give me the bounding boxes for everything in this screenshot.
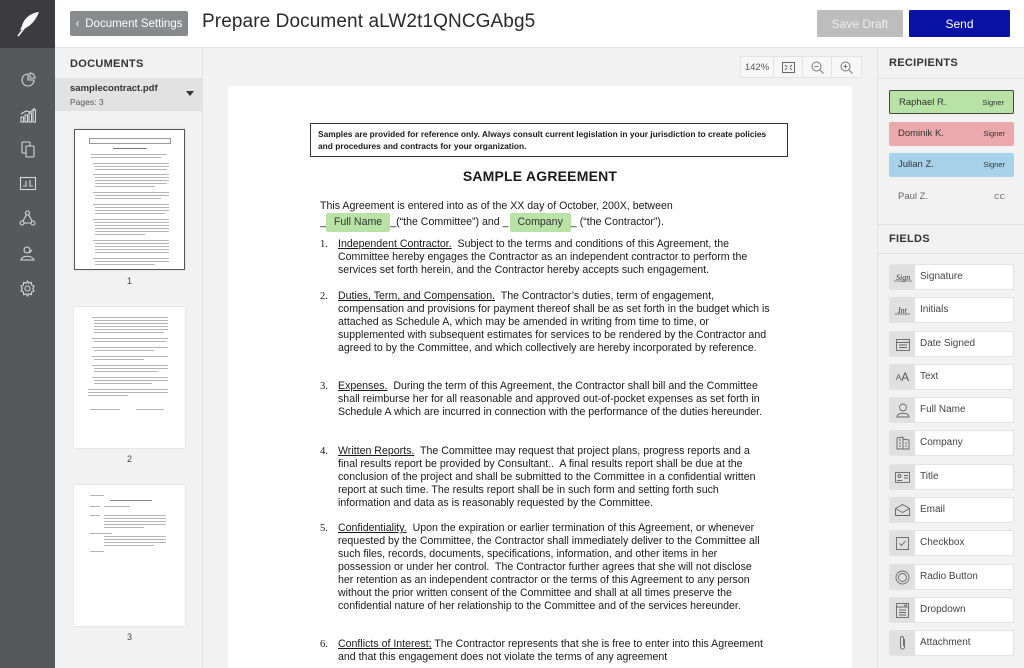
zoom-level: 142% [741, 57, 774, 77]
field-initials[interactable] [889, 297, 1014, 323]
clause-6 [320, 638, 770, 664]
intro-line: This Agreement is entered into as of the XX day of October, 200X, between [320, 200, 673, 212]
clause-heading: Confidentiality. [338, 522, 407, 534]
recipient-raphael[interactable] [889, 90, 1014, 114]
clause-text: The Contractor represents that she is free to enter into this Agreement and that this engagement does not violate the terms of any agreement [338, 638, 766, 663]
placed-field-company[interactable]: Company [510, 213, 571, 232]
envelope-icon [890, 498, 915, 522]
back-button-label: Document Settings [85, 17, 183, 30]
dropdown-icon [890, 598, 915, 622]
recipient-role: Signer [982, 98, 1004, 107]
signature-icon [890, 265, 915, 289]
page-thumbnail-2[interactable] [74, 307, 185, 448]
svg-text:Int: Int [897, 306, 907, 315]
paperclip-icon [890, 631, 915, 655]
fit-page-icon [782, 62, 795, 73]
dashboard-icon[interactable] [0, 63, 55, 97]
blank-underscore: _ [320, 216, 326, 228]
field-label: Signature [920, 271, 963, 282]
thumbnail-page-number: 1 [126, 276, 132, 286]
clause-number: 5. [320, 523, 328, 534]
field-radio-button[interactable] [889, 564, 1014, 590]
field-label: Email [920, 504, 946, 515]
thumbnail-page-number: 2 [126, 454, 132, 464]
clause-text: Subject to the terms and conditions of this Agreement, the Committee hereby engages the Contractor as an independent contractor to perform the services set forth herein, and the Contractor hereby accepts such engagement. [338, 238, 751, 276]
field-title[interactable] [889, 464, 1014, 490]
field-label: Text [920, 371, 939, 382]
document-settings-back-button[interactable] [70, 11, 188, 36]
documents-icon[interactable] [0, 132, 55, 166]
document-item[interactable] [55, 78, 202, 111]
clause-heading: Conflicts of Interest; [338, 638, 432, 650]
divider [878, 224, 1024, 225]
zoom-in-button[interactable] [832, 57, 861, 77]
field-label: Radio Button [920, 571, 978, 582]
clause-number: 6. [320, 639, 328, 650]
contacts-icon[interactable] [0, 236, 55, 270]
field-company[interactable] [889, 430, 1014, 456]
clause-number: 4. [320, 446, 328, 457]
reports-icon[interactable] [0, 98, 55, 132]
radio-icon [890, 565, 915, 589]
templates-icon[interactable] [0, 166, 55, 200]
zoom-in-icon [840, 61, 853, 74]
clause-text: Upon the expiration or earlier termination of this Agreement, or whenever requested by the Committee, the Contractor shall immediately deliver to the Committee all such files, records, documents, specifications, information, and other items in her possession or under her control. The Contractor further agrees that she will not disclose her retention as an independent contractor or the terms of this Agreement to any person without the prior written consent of the Committee and shall at all times preserve the confidential nature of her relationship to the Committee and of the services hereunder. [338, 522, 763, 612]
zoom-out-icon [811, 61, 824, 74]
field-label: Checkbox [920, 537, 965, 548]
field-label: Attachment [920, 637, 971, 648]
recipient-name: Raphael R. [899, 97, 947, 108]
page-thumbnail-3[interactable] [74, 485, 185, 626]
clause-text: The Contractor’s duties, term of engagement, compensation and provisions for payment thereof shall be as set forth in the budget which is attached as Schedule A, which may be amended in writing from time to time, or supplemented with subsequent estimates for services to be rendered by the Contractor and agreed to by the Committee, and which collectively are hereby incorporated by reference. [338, 290, 773, 354]
field-checkbox[interactable] [889, 530, 1014, 556]
field-label: Company [920, 437, 963, 448]
save-draft-button[interactable]: Save Draft [817, 10, 903, 37]
document-page [228, 86, 852, 668]
clause-5 [320, 522, 770, 613]
app-logo[interactable] [0, 0, 55, 48]
initials-icon [890, 298, 915, 322]
zoom-toolbar [740, 56, 862, 78]
chevron-left-icon: ‹ [75, 17, 80, 30]
clause-text: During the term of this Agreement, the Contractor shall bill and the Committee shall reimburse her for all reasonable and approved out-of-pocket expenses as set forth in Schedule A which are incurred in connection with the performance of the duties hereunder. [338, 380, 763, 418]
page-title: Prepare Document aLW2t1QNCGAbg5 [202, 11, 536, 32]
building-icon [890, 431, 915, 455]
clause-number: 1. [320, 239, 328, 250]
caret-down-icon[interactable] [186, 91, 194, 96]
clause-4 [320, 445, 770, 510]
divider [878, 78, 1024, 79]
agreement-intro [320, 200, 673, 232]
recipient-role: Signer [983, 129, 1005, 138]
clause-heading: Expenses. [338, 380, 388, 392]
field-label: Title [920, 471, 939, 482]
field-full-name[interactable] [889, 397, 1014, 423]
field-attachment[interactable] [889, 630, 1014, 656]
calendar-icon [890, 332, 915, 356]
recipient-name: Dominik K. [898, 128, 944, 139]
clause-1 [320, 238, 770, 277]
agreement-title: SAMPLE AGREEMENT [462, 168, 618, 184]
clause-2 [320, 290, 773, 355]
field-dropdown[interactable] [889, 597, 1014, 623]
field-label: Date Signed [920, 338, 976, 349]
recipient-name: Paul Z. [898, 191, 929, 202]
recipient-julian[interactable] [889, 153, 1014, 177]
placed-field-full-name[interactable]: Full Name [326, 213, 390, 232]
thumbnail-page-number: 3 [126, 632, 132, 642]
field-signature[interactable] [889, 264, 1014, 290]
checkbox-icon [890, 531, 915, 555]
recipients-fields-panel [877, 48, 1024, 668]
feather-logo-icon [15, 10, 41, 38]
clause-number: 3. [320, 381, 328, 392]
documents-panel [55, 48, 203, 668]
field-label: Dropdown [920, 604, 966, 615]
settings-icon[interactable] [0, 271, 55, 305]
workflow-icon[interactable] [0, 201, 55, 235]
field-label: Full Name [920, 404, 966, 415]
svg-text:Sign: Sign [895, 273, 910, 282]
clause-heading: Duties, Term, and Compensation. [338, 290, 496, 302]
clause-text: The Committee may request that project plans, progress reports and a final results report be provided by Consultant.. A final results report shall be due at the conclusion of the project and shall be submitted to the Committee in a confidential written report at such time. The results report shall be in such form and setting forth such information and data as is reasonably requested by the Committee. [338, 445, 759, 509]
recipient-name: Julian Z. [898, 159, 934, 170]
top-bar [55, 0, 1024, 48]
documents-heading: DOCUMENTS [70, 58, 144, 70]
divider [878, 253, 1024, 254]
recipient-role: Signer [983, 160, 1005, 169]
document-viewer [203, 48, 876, 668]
document-filename: samplecontract.pdf [70, 83, 158, 94]
intro-parties-line [320, 215, 673, 232]
field-text[interactable] [889, 364, 1014, 390]
recipient-role: CC [994, 192, 1005, 201]
zoom-out-button[interactable] [803, 57, 832, 77]
intro-text: _ (“the Contractor”). [570, 216, 664, 228]
fields-heading: FIELDS [889, 233, 930, 245]
fit-to-page-button[interactable] [774, 57, 803, 77]
disclaimer-box: Samples are provided for reference only. Always consult current legislation in your jurisdiction to create policies and procedures and contracts for your organization. [310, 123, 788, 157]
field-date-signed[interactable] [889, 331, 1014, 357]
recipients-heading: RECIPIENTS [889, 57, 959, 69]
clause-number: 2. [320, 291, 328, 302]
recipient-dominik[interactable] [889, 122, 1014, 146]
text-icon: A A [890, 365, 915, 389]
intro-text: _(“the Committee”) and _ [390, 216, 509, 228]
person-icon [890, 398, 915, 422]
field-label: Initials [920, 304, 949, 315]
page-thumbnail-1[interactable] [74, 129, 185, 270]
send-button[interactable]: Send [909, 10, 1010, 37]
clause-heading: Independent Contractor. [338, 238, 452, 250]
clause-3 [320, 380, 770, 419]
field-email[interactable] [889, 497, 1014, 523]
clause-heading: Written Reports. [338, 445, 415, 457]
app-nav-rail [0, 0, 55, 668]
document-page-count: Pages: 3 [70, 97, 104, 107]
recipient-paul[interactable] [889, 185, 1014, 209]
id-card-icon [890, 465, 915, 489]
